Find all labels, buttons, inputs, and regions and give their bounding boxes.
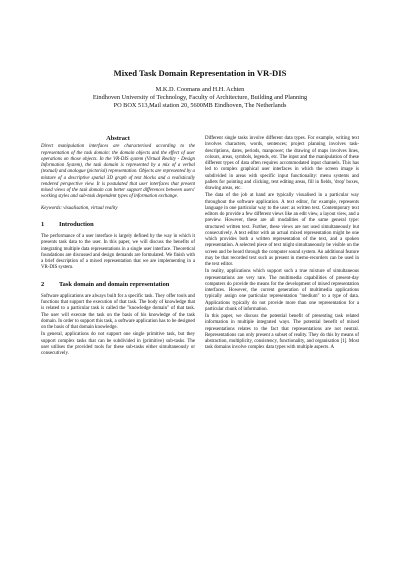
section-heading-task-domain <box>41 282 195 288</box>
address: PO BOX 513,Mail station 20, 5600MB Eindhoven, The Netherlands <box>113 102 287 110</box>
section-number: 2 <box>41 280 45 288</box>
abstract-text: Direct manipulation interfaces are characterised according to the representation of the task domain: the domain objects and the effect of user operations on those objects. In the VR-DIS system (Virtual Reality - Design Information System), the task domain is represented by a mix of a verbal (textual) and analogue (pictorial) representation. Objects are represented by a mixture of a descriptive spatial 3D graph of text blocks and a realistically rendered perspective view. It is postulated that user interfaces that present mixed views of the task domain can better support differences between users' working styles and sub-task dependent types of information exchange. <box>41 144 195 200</box>
paragraph: The performance of a user interface is largely defined by the way in which it presents task data to the user. In this paper, we will discuss the benefits of integrating multiple data representations in a single user interface. Theoretical foundations are discussed and design demands are formulated. We finish with a brief description of a mixed representation that we are implementing in a VR-DIS system. <box>41 234 195 271</box>
paragraph: In reality, applications which support such a true mixture of simultaneous representations are very rare. The multimedia capabilities of present-day computers do provide the means for the development of mixed representation interfaces. However, the current generation of multimedia applications typically assign one particular representation "medium" to a type of data. Applications typically do not provide more than one representation for a particular chunk of information. <box>205 269 359 312</box>
keywords: Keywords: visualisation, virtual reality <box>41 205 118 211</box>
authors: M.K.D. Coomans and H.H. Achten <box>155 86 245 93</box>
paragraph: Different single tasks involve different data types. For example, writing text involves characters, words, sentences; project planning involves task-descriptions, dates, periods, manpower; the drawing of maps involves lines, colours, areas, symbols, legends, etc. The input and the manipulation of these different types of data often requires accommodated input channels. This has led to complex graphical user interfaces in which the screen image is subdivided in areas with specific input functionality: menu systems and pallets for pointing and clicking, text editing areas, fill in fields, 'drop' boxes, drawing areas, etc. <box>205 136 359 191</box>
paragraph: Software applications are always built for a specific task. They offer tools and functions that support the execution of that task. The body of knowledge that is related to a particular task is called the "knowledge domain" of that task. The user will execute the task on the basis of his knowledge of the task domain. In order to support this task, a software application has to be designed on the basis of that domain knowledge. <box>41 293 195 330</box>
affiliation: Eindhoven University of Technology, Faculty of Architecture, Building and Planning <box>92 94 308 102</box>
section-heading-introduction <box>41 222 195 228</box>
right-column <box>205 136 359 353</box>
abstract-heading: Abstract <box>106 135 130 142</box>
paragraph: In this paper, we discuss the potential benefit of presenting task related information in multiple integrated ways. The potential benefit of mixed representations relates to the fact that representations are not neutral. Representations can only present a subset of reality. They do this by means of abstraction, multiplicity, consistency, functionality, and organisation [1]. Most task domains involve complex data types with multiple aspects. A <box>205 314 359 351</box>
paper-title: Mixed Task Domain Representation in VR-DIS <box>113 68 287 78</box>
section-title: Introduction <box>59 220 94 228</box>
left-column <box>41 136 195 357</box>
paragraph: In general, applications do not support one single primitive task, but they support complex tasks that can be subdivided in (primitive) sub-tasks. The user utilises the provided tools for these sub-tasks either simultaneously or consecutively. <box>41 332 195 356</box>
section-title: Task domain and domain representation <box>59 280 170 288</box>
author-block <box>0 86 400 111</box>
section-number: 1 <box>41 220 45 228</box>
paragraph: The data of the job at hand are typically visualised in a particular way throughout the software application. A text editor, for example, represents language in one particular way to the user: as written text. Contemporary text editors do provide a few different views like an edit view, a layout view, and a preview. However, these are all modalities of the same general type: structured written text. Further, these views are not used simultaneously but consecutively. A text editor with an actual mixed representation might be one which provides both a written representation of the text, and a spoken representation. A selected piece of text might simultaneously be visible on the screen and be heard through the computer sound system. An additional feature may be that recorded text such as present in memo-recorders can be used in the text editor. <box>205 193 359 267</box>
